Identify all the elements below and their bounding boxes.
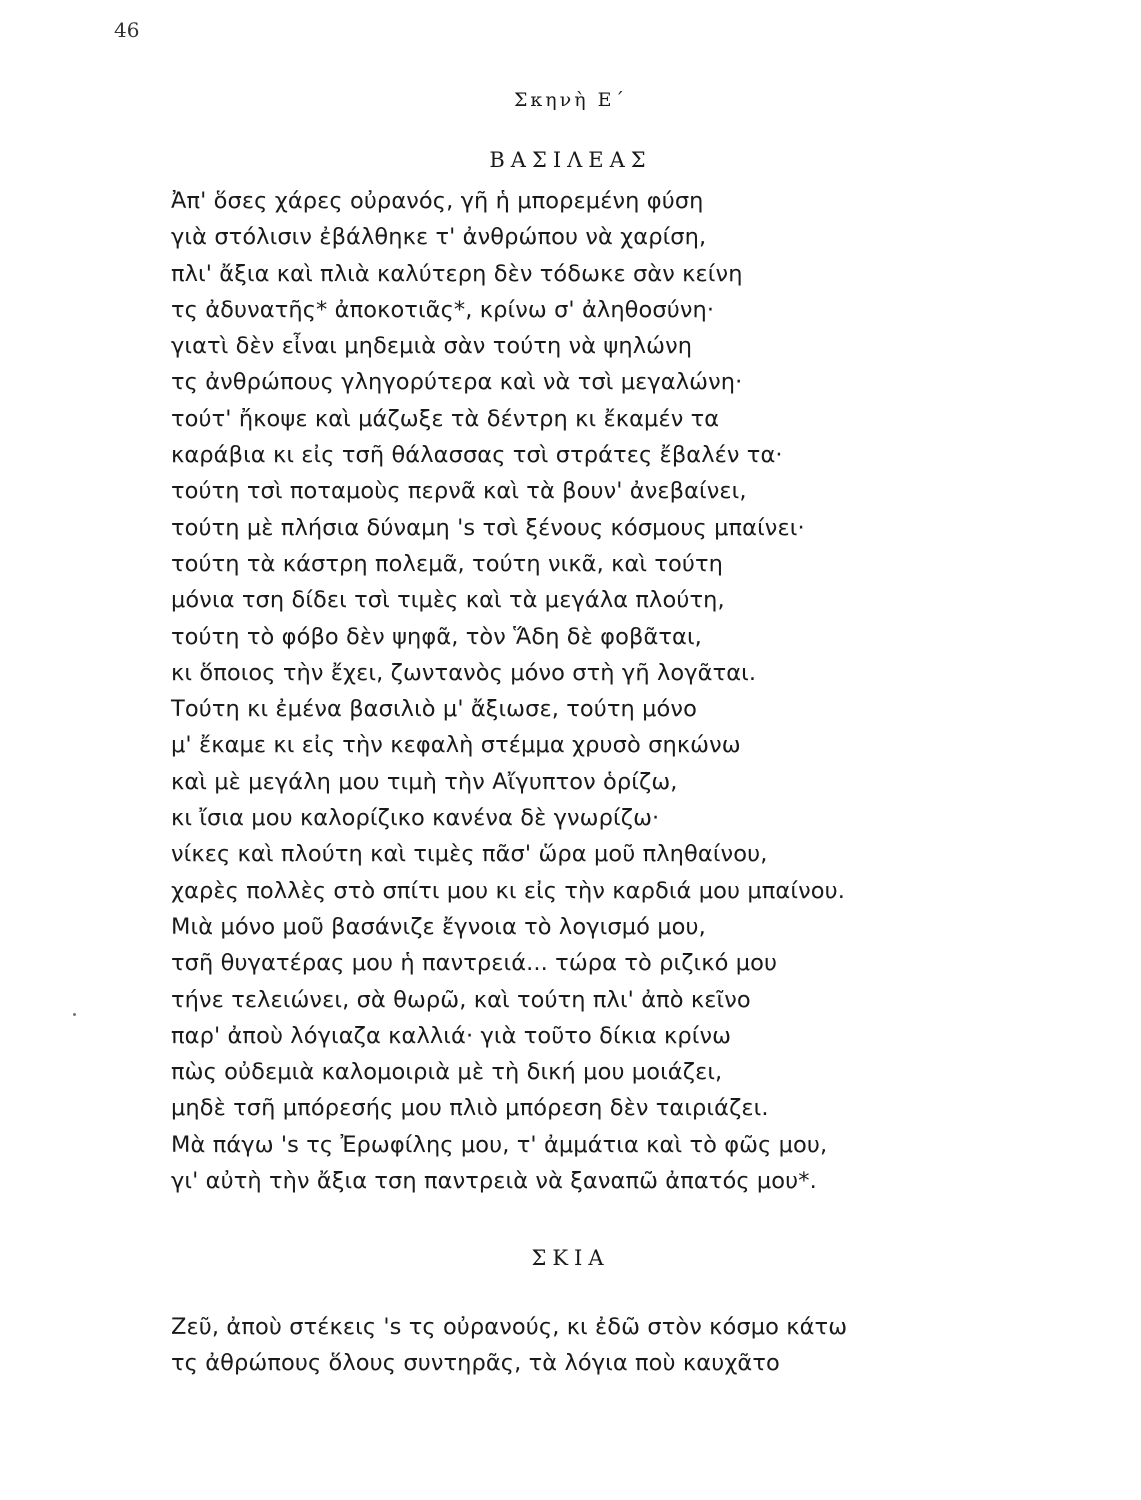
verse-line: τούτ' ἤκοψε καὶ μάζωξε τὰ δέντρη κι ἔκαμέν τα	[171, 405, 720, 432]
verse-line: γι' αὐτὴ τὴν ἄξια τση παντρειὰ νὰ ξαναπῶ ἀπατός μου*.	[171, 1168, 817, 1195]
verse-line: τούτη τὰ κάστρη πολεμᾶ, τούτη νικᾶ, καὶ τούτη	[171, 550, 724, 577]
verse-line: μηδὲ τσῆ μπόρεσής μου πλιὸ μπόρεση δὲν ταιριάζει.	[171, 1095, 769, 1122]
verse-line: πλι' ἄξια καὶ πλιὰ καλύτερη δὲν τόδωκε σὰν κείνη	[171, 260, 743, 287]
verse-line: πὼς οὐδεμιὰ καλομοιριὰ μὲ τὴ δική μου μοιάζει,	[171, 1059, 723, 1086]
dust-speck	[73, 1013, 76, 1016]
verse-line: γιατὶ δὲν εἶναι μηδεμιὰ σὰν τούτη νὰ ψηλώνη	[171, 333, 693, 360]
verse-line: γιὰ στόλισιν ἐβάλθηκε τ' ἀνθρώπου νὰ χαρίση,	[171, 224, 707, 251]
verse-line: Τούτη κι ἐμένα βασιλιὸ μ' ἄξιωσε, τούτη μόνο	[171, 696, 697, 723]
verse-line: Μιὰ μόνο μοῦ βασάνιζε ἔγνοια τὸ λογισμό μου,	[171, 913, 706, 940]
verse-line: τούτη τὸ φόβο δὲν ψηφᾶ, τὸν Ἅδη δὲ φοβᾶται,	[171, 623, 702, 650]
verse-line: Μὰ πάγω 's τς Ἐρωφίλης μου, τ' ἀμμάτια καὶ τὸ φῶς μου,	[171, 1131, 828, 1158]
verse-line: τούτη μὲ πλήσια δύναμη 's τσὶ ξένους κόσμους μπαίνει·	[171, 514, 805, 541]
speaker-basileas: ΒΑΣΙΛΕΑΣ	[489, 148, 652, 172]
scene-title: Σκηνὴ Ε΄	[513, 89, 628, 111]
verse-line: μ' ἔκαμε κι εἰς τὴν κεφαλὴ στέμμα χρυσὸ σηκώνω	[171, 732, 741, 759]
verse-line: μόνια τση δίδει τσὶ τιμὲς καὶ τὰ μεγάλα πλούτη,	[171, 587, 725, 614]
verse-line: παρ' ἀποὺ λόγιαζα καλλιά· γιὰ τοῦτο δίκια κρίνω	[171, 1022, 732, 1049]
verse-line: τς ἀδυνατῆς* ἀποκοτιᾶς*, κρίνω σ' ἀληθοσύνη·	[171, 296, 715, 323]
speech-basileas	[171, 183, 845, 1199]
verse-line: τς ἀθρώπους ὅλους συντηρᾶς, τὰ λόγια ποὺ καυχᾶτο	[171, 1350, 780, 1377]
verse-line: τούτη τσὶ ποταμοὺς περνᾶ καὶ τὰ βουν' ἀνεβαίνει,	[171, 478, 747, 505]
verse-line: τήνε τελειώνει, σὰ θωρῶ, καὶ τούτη πλι' ἀπὸ κεῖνο	[171, 986, 751, 1013]
verse-line: καὶ μὲ μεγάλη μου τιμὴ τὴν Αἴγυπτον ὁρίζω,	[171, 768, 678, 795]
speaker-skia: ΣΚΙΑ	[531, 1246, 610, 1270]
verse-line: κι ὅποιος τὴν ἔχει, ζωντανὸς μόνο στὴ γῆ λογᾶται.	[171, 659, 757, 686]
verse-line: τς ἀνθρώπους γληγορύτερα καὶ νὰ τσὶ μεγαλώνη·	[171, 369, 743, 396]
verse-line: Ζεῦ, ἀποὺ στέκεις 's τς οὐρανούς, κι ἐδῶ στὸν κόσμο κάτω	[171, 1314, 848, 1340]
verse-line: χαρὲς πολλὲς στὸ σπίτι μου κι εἰς τὴν καρδιά μου μπαίνου.	[171, 877, 845, 904]
verse-line: κι ἴσια μου καλορίζικο κανένα δὲ γνωρίζω·	[171, 805, 660, 832]
verse-line: τσῆ θυγατέρας μου ἡ παντρειά... τώρα τὸ ριζικό μου	[171, 950, 778, 977]
page-number: 46	[114, 18, 140, 42]
verse-line: νίκες καὶ πλούτη καὶ τιμὲς πᾶσ' ὥρα μοῦ πληθαίνου,	[171, 841, 768, 868]
verse-line: Ἀπ' ὅσες χάρες οὐρανός, γῆ ἡ μπορεμένη φύση	[171, 188, 704, 214]
verse-line: καράβια κι εἰς τσῆ θάλασσας τσὶ στράτες ἔβαλέν τα·	[171, 442, 783, 469]
speech-skia	[171, 1309, 847, 1382]
